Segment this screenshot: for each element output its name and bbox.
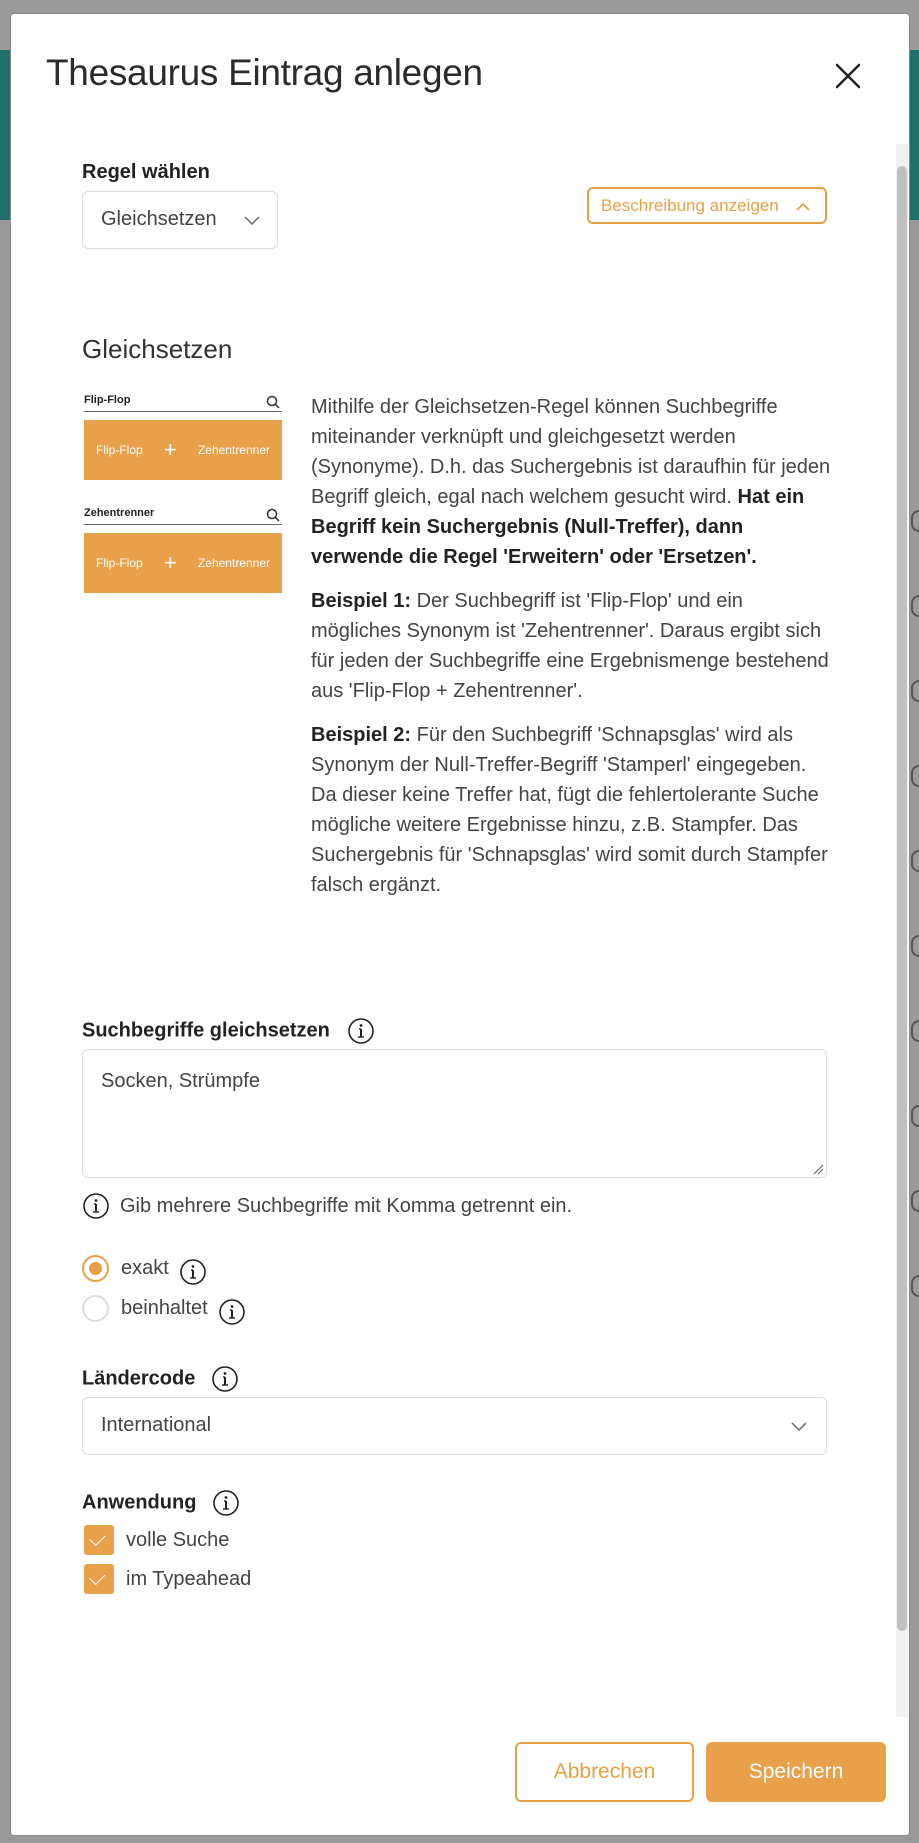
rule-description bbox=[311, 392, 831, 914]
info-icon[interactable] bbox=[212, 1489, 240, 1517]
country-select[interactable] bbox=[82, 1397, 827, 1455]
usage-label-row bbox=[82, 1489, 240, 1517]
illustration-example-1 bbox=[84, 392, 282, 480]
backdrop-marker bbox=[911, 1105, 919, 1127]
backdrop-marker bbox=[911, 595, 919, 617]
illustration-result-block bbox=[84, 420, 282, 480]
radio-exakt[interactable] bbox=[82, 1250, 207, 1286]
cancel-button[interactable]: Abbrechen bbox=[515, 1742, 694, 1802]
scrollbar-thumb[interactable] bbox=[897, 166, 907, 1631]
save-button[interactable]: Speichern bbox=[706, 1742, 886, 1802]
chevron-down-icon bbox=[790, 1420, 808, 1432]
description-text: Für den Suchbegriff 'Schnapsglas' wird als Synonym der Null-Treffer-Begriff 'Stamperl' eingegeben. Da dieser keine Treffer hat, fügt die fehlertolerante Suche mögliche weitere Ergebnisse hinzu, z.B. Stampfer. Das Suchergebnis für 'Schnapsglas' wird somit durch Stampfer falsch ergänzt. bbox=[311, 724, 828, 896]
description-text: Mithilfe der Gleichsetzen-Regel können Suchbegriffe miteinander verknüpft und gleichgesetzt werden (Synonyme). D.h. das Suchergebnis ist daraufhin für jeden Begriff gleich, egal nach welchem gesucht wird. bbox=[311, 396, 831, 508]
plus-icon: + bbox=[163, 437, 177, 462]
backdrop-marker bbox=[911, 1275, 919, 1297]
plus-icon: + bbox=[163, 550, 177, 575]
show-description-button[interactable] bbox=[587, 187, 827, 224]
info-icon bbox=[82, 1192, 110, 1220]
synonyms-hint bbox=[82, 1192, 572, 1220]
illustration-search-field bbox=[84, 505, 282, 525]
description-paragraph-1 bbox=[311, 392, 831, 572]
radio-button[interactable] bbox=[82, 1295, 109, 1322]
show-description-label: Beschreibung anzeigen bbox=[601, 196, 779, 215]
radio-button-checked[interactable] bbox=[82, 1255, 109, 1282]
synonyms-value: Socken, Strümpfe bbox=[101, 1070, 260, 1092]
checkbox-checked[interactable] bbox=[84, 1564, 114, 1594]
search-icon bbox=[266, 395, 280, 409]
usage-label: Anwendung bbox=[82, 1491, 197, 1514]
illustration-example-2 bbox=[84, 505, 282, 593]
synonyms-label: Suchbegriffe gleichsetzen bbox=[82, 1019, 330, 1042]
thesaurus-modal bbox=[10, 13, 910, 1836]
modal-footer bbox=[11, 1717, 909, 1835]
rule-select-value: Gleichsetzen bbox=[101, 208, 217, 230]
illustration-right-term: Zehentrenner bbox=[197, 556, 270, 570]
checkbox-label: im Typeahead bbox=[126, 1567, 252, 1590]
checkbox-label: volle Suche bbox=[126, 1528, 230, 1551]
synonyms-label-row bbox=[82, 1017, 375, 1045]
info-icon[interactable] bbox=[211, 1365, 239, 1393]
checkbox-checked[interactable] bbox=[84, 1525, 114, 1555]
illustration-right-term: Zehentrenner bbox=[197, 443, 270, 457]
illustration-search-field bbox=[84, 392, 282, 412]
country-label-row bbox=[82, 1365, 239, 1393]
checkbox-typeahead[interactable] bbox=[84, 1564, 251, 1594]
modal-title: Thesaurus Eintrag anlegen bbox=[46, 52, 483, 93]
rule-label: Regel wählen bbox=[82, 161, 210, 183]
checkbox-full-search[interactable] bbox=[84, 1525, 229, 1555]
illustration-field-text: Zehentrenner bbox=[84, 507, 155, 519]
chevron-up-icon bbox=[795, 201, 811, 212]
backdrop-marker bbox=[911, 935, 919, 957]
country-select-value: International bbox=[101, 1414, 212, 1436]
section-title: Gleichsetzen bbox=[82, 334, 233, 364]
country-label: Ländercode bbox=[82, 1367, 196, 1390]
illustration-field-text: Flip-Flop bbox=[84, 394, 131, 406]
radio-label: beinhaltet bbox=[121, 1296, 208, 1319]
illustration-left-term: Flip-Flop bbox=[96, 443, 143, 457]
backdrop-marker bbox=[911, 850, 919, 872]
example-2-heading: Beispiel 2: bbox=[311, 724, 412, 746]
backdrop-marker bbox=[911, 680, 919, 702]
description-text: Der Suchbegriff ist 'Flip-Flop' und ein mögliches Synonym ist 'Zehentrenner'. Daraus ergibt sich für jeden der Suchbegriffe eine Ergebnismenge bestehend aus 'Flip-Flop + Zehentrenner'. bbox=[311, 590, 829, 702]
description-paragraph-3 bbox=[311, 720, 831, 900]
description-paragraph-2 bbox=[311, 586, 831, 706]
search-icon bbox=[266, 508, 280, 522]
info-icon[interactable] bbox=[218, 1298, 246, 1326]
info-icon[interactable] bbox=[347, 1017, 375, 1045]
backdrop-marker bbox=[911, 765, 919, 787]
close-icon bbox=[831, 59, 865, 93]
info-icon[interactable] bbox=[179, 1258, 207, 1286]
close-button[interactable] bbox=[831, 59, 865, 93]
synonyms-textarea[interactable] bbox=[82, 1049, 827, 1178]
chevron-down-icon bbox=[243, 214, 261, 226]
backdrop-marker bbox=[911, 510, 919, 532]
synonyms-hint-text: Gib mehrere Suchbegriffe mit Komma getrennt ein. bbox=[120, 1194, 573, 1217]
radio-label: exakt bbox=[121, 1256, 169, 1279]
illustration-result-block bbox=[84, 533, 282, 593]
backdrop-marker bbox=[911, 1190, 919, 1212]
rule-select[interactable] bbox=[82, 191, 278, 249]
backdrop-marker bbox=[911, 1020, 919, 1042]
illustration-left-term: Flip-Flop bbox=[96, 556, 143, 570]
radio-beinhaltet[interactable] bbox=[82, 1290, 246, 1326]
description-bold: Hat ein Begriff kein Suchergebnis (Null-Treffer), dann verwende die Regel 'Erweitern' oder 'Ersetzen'. bbox=[311, 486, 805, 568]
resize-grip-icon[interactable] bbox=[812, 1163, 824, 1175]
example-1-heading: Beispiel 1: bbox=[311, 590, 412, 612]
